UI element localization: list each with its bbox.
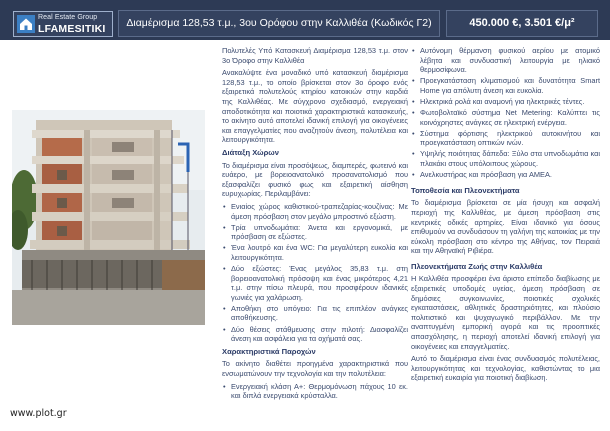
- list-item: • Ενιαίος χώρος καθιστικού-τραπεζαρίας-κουζίνας: Με άμεση πρόσβαση στον μεγάλο μπροστινό εξώστη.: [222, 202, 408, 221]
- list-item: • Σύστημα φόρτισης ηλεκτρικού αυτοκινήτου και προεγκατάσταση οπτικών ινών.: [411, 129, 600, 148]
- list-item: • Ηλεκτρικά ρολά και αναμονή για ηλεκτρικές τέντες.: [411, 97, 600, 107]
- list-item: • Φωτοβολταϊκό σύστημα Net Metering: Καλύπτει τις κοινόχρηστες ανάγκες σε ηλεκτρική ενέργεια.: [411, 108, 600, 127]
- life-text: Η Καλλιθέα προσφέρει ένα άριστο επίπεδο διαβίωσης με εξαιρετικές υποδομές υγείας, άμεση πρόσβαση σε δημόσιες συγκοινωνίες, ποιοτικές σχολικές εγκαταστάσεις, αθλητικές δραστηριότητες, και πλούσιο πολιτιστικό και ψυχαγωγικό περιβάλλον. Με την αναπτυγμένη εμπορική αγορά και τις προοπτικές απασχόλησης, η περιοχή αποτελεί ιδανική επιλογή για οικογένειες και επαγγελματίες.: [411, 274, 600, 351]
- features-list: [222, 382, 408, 401]
- description-right-column: [411, 46, 600, 386]
- house-icon: [17, 15, 35, 33]
- logo-company-name: LFAMESITIKI: [38, 23, 106, 35]
- site-watermark: www.plot.gr: [10, 408, 67, 419]
- intro-text: Ανακαλύψτε ένα μοναδικό υπό κατασκευή διαμέρισμα 128,53 τ.μ., το οποίο βρίσκεται στον 3ο όροφο ενός εξαιρετικά πολυτελούς κτηρίου κατοικιών στην καρδιά της Καλλιθέας. Με σύγχρονο σχεδιασμό, ενεργειακή αποδοτικότητα και ποιοτικά χαρακτηριστικά κατασκευής, το ακίνητο αυτό αποτελεί ιδανική επιλογή για οικογένειες και επαγγελματίες που αναζητούν άνεση, πολυτέλεια και λειτουργικότητα.: [222, 68, 408, 145]
- list-item: • Δύο εξώστες: Ένας μεγάλος 35,83 τ.μ. στη βορειοανατολική πρόσοψη και ένας μικρότερος 4,21 τ.μ. στην πίσω πλευρά, που προσφέρουν ιδανικές γωνιές για χαλάρωση.: [222, 264, 408, 302]
- company-logo[interactable]: [13, 11, 113, 37]
- list-item: • Τρία υπνοδωμάτια: Άνετα και εργονομικά, με πρόσβαση σε εξώστες.: [222, 223, 408, 242]
- list-item: • Δύο θέσεις στάθμευσης στην πιλοτή: Διασφαλίζει άνεση και ασφάλεια για τα οχήματά σας.: [222, 325, 408, 344]
- layout-heading: Διάταξη Χώρων: [222, 147, 279, 157]
- list-item: • Αυτόνομη θέρμανση φυσικού αερίου με ατομικό λέβητα και συνδυαστική λειτουργία με ηλιακό θερμοσίφωνα.: [411, 46, 600, 75]
- features-heading: Χαρακτηριστικά Παροχών: [222, 346, 316, 356]
- logo-group-text: Real Estate Group: [38, 14, 98, 21]
- layout-list: [222, 202, 408, 344]
- list-item: • Ενεργειακή κλάση Α+: Θερμομόνωση πάχους 10 εκ. και διπλά ενεργειακά κρύσταλλα.: [222, 382, 408, 401]
- listing-title: Διαμέρισμα 128,53 τ.μ., 3ου Ορόφου στην Καλλιθέα (Κωδικός Γ2): [118, 10, 440, 37]
- layout-text: Το διαμέρισμα είναι προσόψεως, διαμπερές, φωτεινό και ευάερο, με βορειοανατολικό προσανατολισμό που εξασφαλίζει φυσικό φως και εξαιρετική αίσθηση ευρυχωρίας. Περιλαμβάνει:: [222, 160, 408, 199]
- list-item: • Αποθήκη στο υπόγειο: Για τις επιπλέον ανάγκες αποθήκευσης.: [222, 304, 408, 323]
- listing-price: 450.000 €, 3.501 €/μ²: [446, 10, 598, 37]
- location-heading: Τοποθεσία και Πλεονεκτήματα: [411, 185, 520, 195]
- location-text: Το διαμέρισμα βρίσκεται σε μία ήσυχη και ασφαλή περιοχή της Καλλιθέας, με άμεση πρόσβαση στις κεντρικές οδικές αρτηρίες. Είναι ιδανικό για όσους επιθυμούν να συνδυάσουν τη γαλήνη της κατοικίας με την εύκολη πρόσβαση στο κέντρο της Αθήνας, τον Πειραιά και την Αθηναϊκή Ριβιέρα.: [411, 198, 600, 256]
- closing-text: Αυτό το διαμέρισμα είναι ένας συνδυασμός πολυτέλειας, λειτουργικότητας και τεχνολογίας, καθιστώντας το μια εξαιρετική ευκαιρία για ποιοτική διαβίωση.: [411, 354, 600, 383]
- list-item: • Προεγκατάσταση κλιματισμού και δυνατότητα Smart Home για απόλυτη άνεση και ευκολία.: [411, 76, 600, 95]
- list-item: • Υψηλής ποιότητας δάπεδα: Ξύλο στα υπνοδωμάτια και πλακάκι στους υπόλοιπους χώρους.: [411, 149, 600, 168]
- list-item: • Ανελκυστήρας και πρόσβαση για ΑΜΕΑ.: [411, 170, 600, 180]
- description-left-column: [222, 46, 408, 404]
- building-photo: [12, 110, 205, 325]
- list-item: • Ένα λουτρό και ένα WC: Για μεγαλύτερη ευκολία και λειτουργικότητα.: [222, 243, 408, 262]
- header-bar: [0, 0, 610, 40]
- intro-title: Πολυτελές Υπό Κατασκευή Διαμέρισμα 128,53 τ.μ. στον 3ο Όροφο στην Καλλιθέα: [222, 46, 408, 65]
- life-heading: Πλεονεκτήματα Ζωής στην Καλλιθέα: [411, 261, 543, 271]
- features-list-continued: [411, 46, 600, 180]
- features-text: Το ακίνητο διαθέτει προηγμένα χαρακτηριστικά που ενσωματώνουν την τεχνολογία και την πολυτέλεια:: [222, 359, 408, 378]
